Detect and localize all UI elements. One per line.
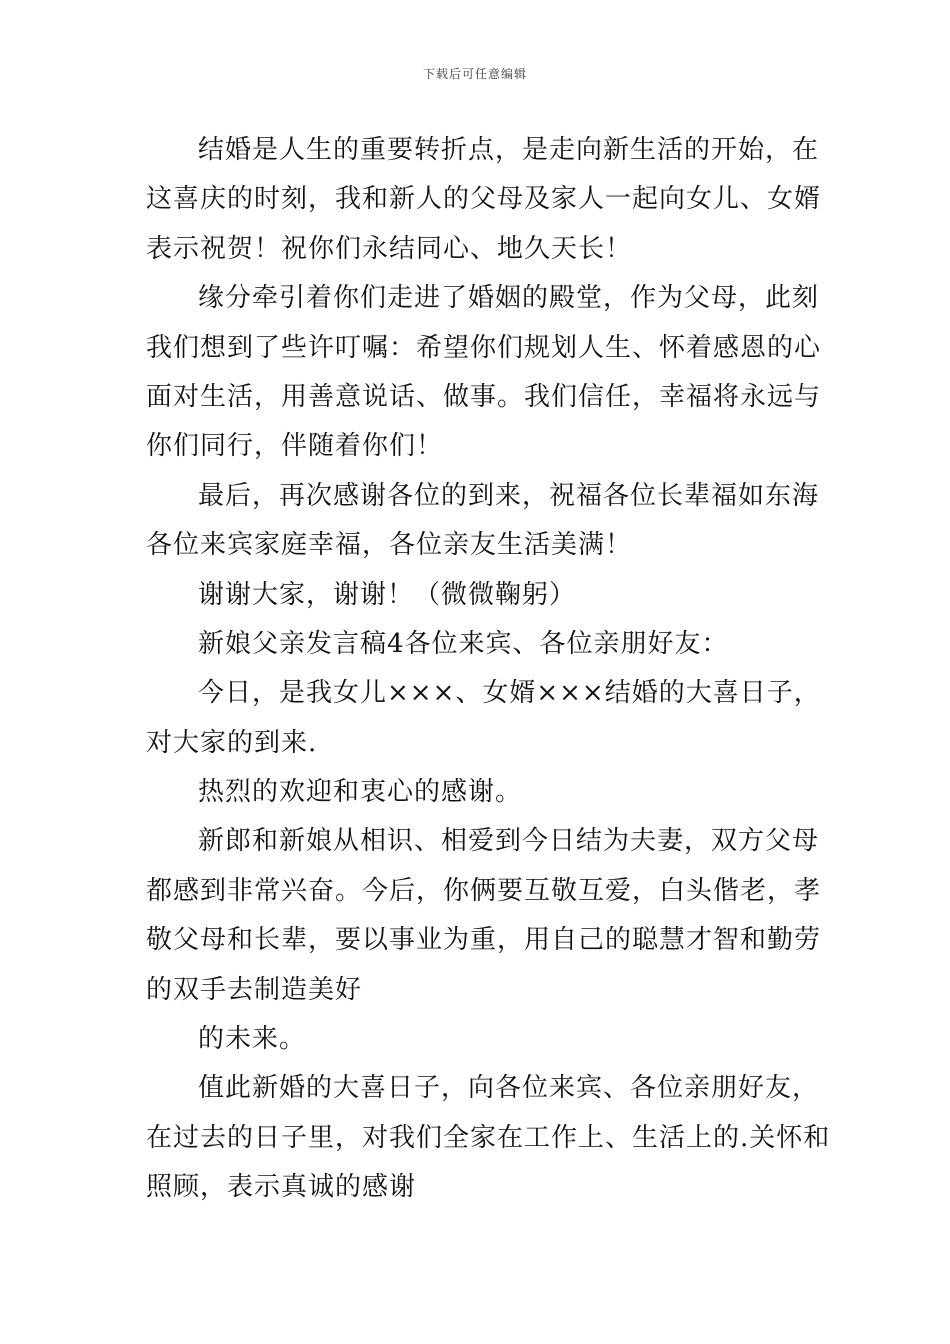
text-line: 在过去的日子里，对我们全家在工作上、生活上的.关怀和: [146, 1122, 831, 1153]
text-line: 面对生活，用善意说话、做事。我们信任，幸福将永远与: [146, 381, 822, 412]
text-line: 新娘父亲发言稿4各位来宾、各位亲朋好友：: [198, 628, 729, 659]
text-line: 各位来宾家庭幸福，各位亲友生活美满！: [146, 530, 633, 561]
text-line: 最后，再次感谢各位的到来，祝福各位长辈福如东海: [198, 480, 820, 511]
text-line: 你们同行，伴随着你们！: [146, 431, 444, 462]
text-line: 热烈的欢迎和衷心的感谢。: [198, 777, 523, 808]
text-line: 新郎和新娘从相识、相爱到今日结为夫妻，双方父母: [198, 826, 820, 857]
text-line: 表示祝贺！祝你们永结同心、地久天长！: [146, 233, 633, 264]
text-line: 对大家的到来.: [146, 727, 318, 758]
text-line: 敬父母和长辈，要以事业为重，用自己的聪慧才智和勤劳: [146, 925, 822, 956]
text-line: 照顾，表示真诚的感谢: [146, 1172, 417, 1203]
text-line: 这喜庆的时刻，我和新人的父母及家人一起向女儿、女婿: [146, 184, 822, 215]
text-line: 的双手去制造美好: [146, 974, 363, 1005]
text-line: 缘分牵引着你们走进了婚姻的殿堂，作为父母，此刻: [198, 283, 820, 314]
text-line: 我们想到了些许叮嘱：希望你们规划人生、怀着感恩的心: [146, 332, 822, 363]
text-line: 的未来。: [198, 1024, 307, 1055]
text-line: 今日，是我女儿×××、女婿×××结婚的大喜日子，: [198, 678, 821, 709]
text-line: 值此新婚的大喜日子，向各位来宾、各位亲朋好友，: [198, 1073, 820, 1104]
download-editable-note: 下载后可任意编辑: [422, 67, 527, 81]
text-line: 谢谢大家，谢谢！（微微鞠躬）: [198, 579, 577, 610]
text-line: 都感到非常兴奋。今后，你俩要互敬互爱，白头偕老，孝: [146, 875, 822, 906]
document-body: [146, 126, 831, 1213]
text-line: 结婚是人生的重要转折点，是走向新生活的开始，在: [198, 135, 820, 165]
